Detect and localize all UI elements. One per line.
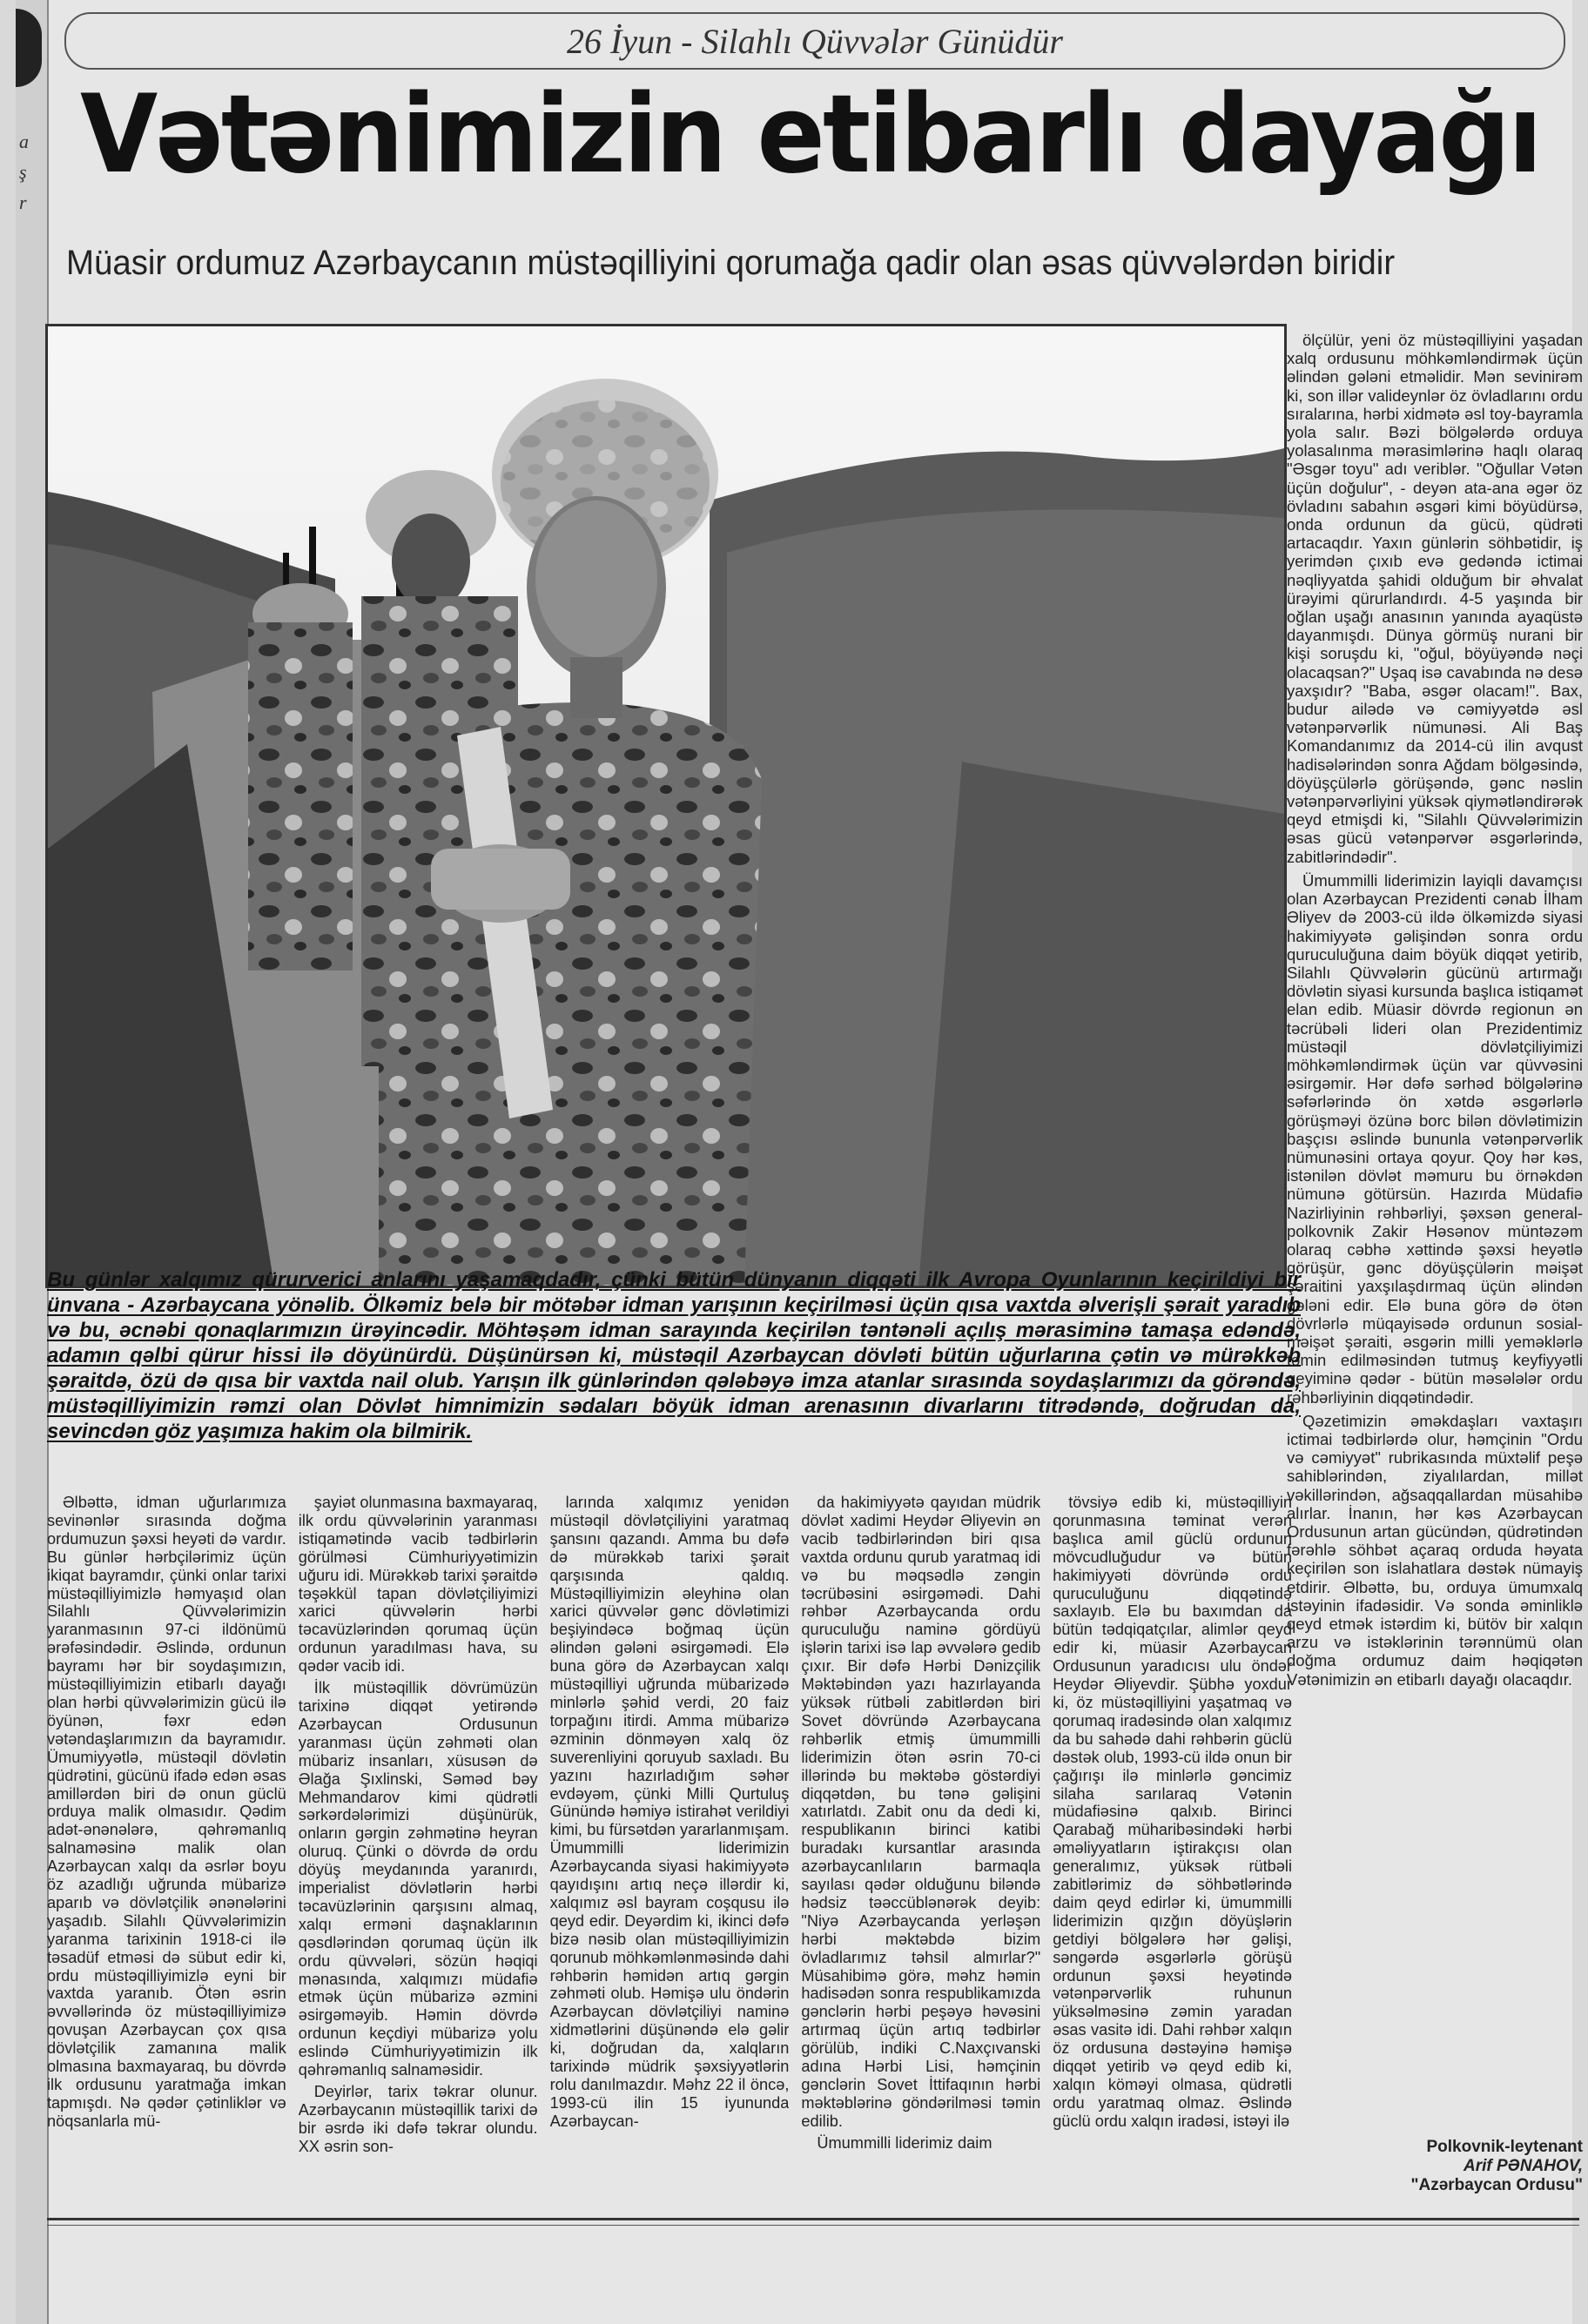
bottom-divider-thin xyxy=(47,2225,1579,2226)
body-paragraph: şayiət olunmasına baxmayaraq, ilk ordu qüvvələrinin yaranması istiqamətində vacib tədbirlərin görülməsi Cümhuriyyətimizin uğuru idi. Mürəkkəb tarixi şəraitdə təşəkkül tapan dövlətçiliyimizi xarici qüvvələrin hərbi təcavüzlərindən qorumaq üçün ordunun yaradılması hava, su qədər vacib idi. xyxy=(298,1494,538,1676)
article-photo xyxy=(45,324,1287,1288)
soldiers-in-trench-photo-icon xyxy=(48,326,1284,1286)
article-body-columns xyxy=(47,1494,1292,2190)
body-paragraph: Əlbəttə, idman uğurlarımıza sevinənlər sırasında doğma ordumuzun şəxsi heyəti də vardır. Bu günlər hərbçilərimiz üçün ikiqat bayramdır, çünki onlar tarixi müstəqilliyimizlə həmyaşıd olan Silahlı Qüvvələrimizin yaranmasının 97-ci ildönümü ərəfəsindədir. Əslində, ordunun bayramı hər bir soydaşımızın, müstəqilliyimizin etibarlı dayağı olan hərbi qüvvələrimizin gücü ilə öyünən, fəxr edən vətəndaşlarımızın da bayramıdır. Ümumiyyətlə, müstəqil dövlətin qüdrətini, gücünü ifadə edən əsas amillərdən biri də onun güclü orduya malik olmasıdır. Qədim adət-ənənələrə, qəhrəmanlıq salnaməsinə malik olan Azərbaycan xalqı da əsrlər boyu öz azadlığı uğrunda mübarizə aparıb və dövlətçilik ənənələrini yaşadıb. Silahlı Qüvvələrimizin yaranma tarixinin 1918-ci ilə təsadüf etməsi də sübut edir ki, ordu müstəqilliyimizlə eyni bir vaxtda yaranıb. Ötən əsrin əvvəllərində öz müstəqilliyimizə qovuşan Azərbaycan çox qısa dövlətçilik zamanına malik olmasına baxmayaraq, bu dövrdə ilk ordusunu yaratmağa imkan tapmışdı. Nə qədər çətinliklər və nöqsanlarla mü- xyxy=(47,1494,286,2130)
body-paragraph: Deyirlər, tarix təkrar olunur. Azərbaycanın müstəqillik tarixi də bir əsrdə iki dəfə təkrar olundu. XX əsrin son- xyxy=(298,2083,538,2155)
author-signature xyxy=(1322,2138,1583,2195)
body-column-4 xyxy=(801,1494,1040,2190)
body-paragraph: tövsiyə edib ki, müstəqilliyin qorunmasına təminat verən başlıca amil güclü ordunun mövcudluğudur və bütün hakimiyyəti dövründə ordu quruculuğunu diqqətində saxlayıb. Elə bu baxımdan da bütün tədqiqatçılar, alimlər qeyd edir ki, müasir Azərbaycan Ordusunun yaradıcısı ulu öndər Heydər Əliyevdir. Şübhə yoxdur ki, öz müstəqilliyini yaşatmaq və qorumaq iradəsində olan xalqımız da bu sahədə dahi rəhbərin güclü dəstək olub, 1993-cü ildə onun bir çağırışı ilə minlərlə gəncimiz silaha sarılaraq Vətənin müdafiəsinə qalxıb. Birinci Qarabağ müharibəsindəki hərbi əməliyyatların iştirakçısı olan generalımız, yüksək rütbəli zabitlərimiz də söhbətlərində daim qeyd edirlər ki, ümummilli liderimizin qızğın döyüşlərin getdiyi bölgələrə hər gəlişi, səngərdə əsgərlərlə görüşü ordunun şəxsi heyətində vətənpərvərlik ruhunun yüksəlməsinə zəmin yaradan əsas vasitə idi. Dahi rəhbər xalqın öz ordusuna dəstəyinə həmişə diqqət yetirib və qeyd edib ki, xalqın köməyi olmasa, qüdrətli ordu yaratmaq olmaz. Əslində güclü ordu xalqın iradəsi, istəyi ilə xyxy=(1053,1494,1292,2130)
article-headline: Vətənimizin etibarlı dayağı xyxy=(80,72,1540,198)
adjacent-page-strip xyxy=(16,0,49,2324)
bottom-divider xyxy=(47,2218,1579,2220)
body-paragraph: larında xalqımız yenidən müstəqil dövlətçiliyini yaratmaq şansını qazandı. Amma bu dəfə də mürəkkəb tarixi şərait qarşısında qaldıq. Müstəqilliyimizin əleyhinə olan xarici qüvvələr gənc dövlətimizi beşiyindəcə boğmaq üçün əlindən gələni əsirgəmədi. Elə buna görə də Azərbaycan xalqı müstəqilliyi uğrunda mübarizədə minlərlə şəhid verdi, 20 faiz torpağını itirdi. Amma mübarizə əzminin dönməyən xalq öz suverenliyini qoruyub saxladı. Bu yazını hazırladığım səhər evdəyəm, çünki Milli Qurtuluş Günündə həmiyə istirahət verildiyi kimi, bu fürsətdən yararlanmışam. Ümummilli liderimizin Azərbaycanda siyasi hakimiyyətə qayıdışını artıq neçə illərdir ki, xalqımız əsl bayram coşqusu ilə qeyd edir. Deyərdim ki, ikinci dəfə bizə nəsib olan müstəqilliyimizin qorunub möhkəmlənməsində dahi rəhbərin həmidən artıq gərgin zəhməti olub. Həmişə ulu öndərin Azərbaycan dövlətçiliyi naminə xidmətlərini düşünəndə elə gəlir ki, doğrudan da, xalqların tarixində müdrik şəxsiyyətlərin rolu danılmazdır. Məhz 22 il öncə, 1993-cü ilin 15 iyununda Azərbaycan- xyxy=(549,1494,790,2130)
article-subheadline: Müasir ordumuz Azərbaycanın müstəqilliyini qorumağa qadir olan əsas qüvvələrdən biridir xyxy=(66,244,1396,282)
side-paragraph: Ümummilli liderimizin layiqli davamçısı olan Azərbaycan Prezidenti cənab İlham Əliyev də 2003-cü ildə ölkəmizdə siyasi hakimiyyətə gəlişindən sonra ordu quruculuğuna daim böyük diqqət yetirib, Silahlı Qüvvələrin gücünü artırmağı dövlətin siyasi kursunda başlıca istiqamət elan edib. Müasir dövrdə regionun ən təcrübəli lideri olan Prezidentimiz müstəqil dövlətçiliyimizi möhkəmləndirmək üçün var qüvvəsini əsirgəmir. Hər dəfə sərhəd bölgələrinə səfərlərində ön xətdə əsgərlərlə görüşməyi özünə borc bilən dövlətimizin başçısı əslində bununla vətənpərvərlik nümunəsini ortaya qoyur. Qoy hər kəs, istənilən dövlət məmuru bu örnəkdən nümunə götürsün. Hazırda Müdafiə Nazirliyinin rəhbərliyi, şəxsən general-polkovnik Zakir Həsənov müntəzəm olaraq cəbhə xəttində şəxsi heyətlə görüşür, gənc döyüşçülərin məişət şəraitini yaxşılaşdırmaq üçün əlindən gələni edir. Elə buna görə də ötən dövrlərlə müqayisədə ordunun sosial-məişət şəraiti, əsgərin milli yeməklərlə təmin edilməsindən tutmuş keyfiyyətli geyiminə qədər - bütün məsələlər ordu rəhbərliyinin diqqətindədir. xyxy=(1287,870,1583,1407)
banner-text: 26 İyun - Silahlı Qüvvələr Günüdür xyxy=(567,21,1063,61)
body-column-1 xyxy=(47,1494,286,2190)
side-paragraph: ölçülür, yeni öz müstəqilliyini yaşadan xalq ordusunu möhkəmləndirmək üçün əlindən gələni etməlidir. Mən sevinirəm ki, son illər valideynlər öz övladlarını ordu sıralarına, hərbi xidmətə əsl toy-bayramla yola salır. Bəzi bölgələrdə orduya yolasalınma mərasimlərinə haqlı olaraq "Əsgər toyu" adı veriblər. "Oğullar Vətən üçün doğulur", - deyən ata-ana əgər öz övladını sabahın əsgəri kimi böyüdürsə, onda ordunun da gücü, qüdrəti artacaqdır. Yaxın günlərin söhbətidir, iş yerimdən çıxıb evə gedəndə ictimai nəqliyyatda şahidi olduğum bir əhvalat ürəyimi qürurlandırdı. 4-5 yaşında bir oğlan uşağı anasının yanında ayaqüstə dayanmışdı. Dünya görmüş nurani bir kişi soruşdu ki, "oğul, böyüyəndə nəçi olacaqsan?" Uşaq isə cavabında nə desə yaxşıdır? "Baba, əsgər olacam!". Bax, budur ailədə və cəmiyyətdə əsl vətənpərvərlik nümunəsi. Ali Baş Komandanımız da 2014-cü ilin avqust hadisələrindən sonra Ağdam bölgəsində, döyüşçülərlə görüşəndə, gənc nəslin vətənpərvərliyini yüksək qiymətləndirərək qeyd etmişdi ki, "Silahlı Qüvvələrimizin əsas gücü vətənpərvər əsgərlərində, zabitlərindədir". xyxy=(1287,331,1583,866)
body-paragraph: Ümummilli liderimiz daim xyxy=(817,2133,992,2152)
body-paragraph: İlk müstəqillik dövrümüzün tarixinə diqqət yetirəndə Azərbaycan Ordusunun yaranması üçün zəhməti olan mübariz insanları, xüsusən də Əlağa Şıxlinski, Səməd bəy Mehmandarov kimi qüdrətli sərkərdələrimizi düşünürük, onların gərgin zəhmətinə heyran oluruq. Çünki o dövrdə də ordu döyüş meydanında yaranırdı, imperialist dövlətlərin hərbi təcavüzlərinin qarşısını almaq, xalqı erməni daşnaklarının qəsdlərindən qorumaq üçün ilk ordu qüvvələri, sözün həqiqi mənasında, xalqımızı müdafiə etmək üçün mübarizə əzmini əsirgəməyib. Həmin dövrdə ordunun keçdiyi mübarizə yolu eslində Cümhuriyyətimizin ilk qəhrəmanlıq salnaməsidir. xyxy=(298,1679,538,2079)
author-name: Arif PƏNAHOV, xyxy=(1463,2157,1583,2175)
body-column-5 xyxy=(1053,1494,1292,2190)
adjacent-page-ink-mark xyxy=(16,9,42,87)
adjacent-fragment-3: r xyxy=(19,191,27,213)
article-side-column xyxy=(1287,331,1583,1810)
side-paragraph: Qəzetimizin əməkdaşları vaxtaşırı ictimai tədbirlərdə olur, həmçinin "Ordu və cəmiyyət" rubrikasında müxtəlif peşə sahiblərindən, ziyalılardan, millət vəkillərindən, ağsaqqallardan müsahibə alırlar. İnanın, hər kəs Azərbaycan Ordusunun artan gücündən, qüdrətindən fərəhlə söhbət açaraq orduda həyata keçirilən son islahatlara dəstək nümayiş etdirir. Əlbəttə, bu, orduya ümumxalq istəyinin ifadəsidir. Və sonda əminliklə qeyd etmək istərdim ki, bütöv bir xalqın arzu və istəklərinin tərənnümü olan doğma ordumuz daim həqiqətən Vətənimizin ən etibarlı dayağı olacaqdır. xyxy=(1287,1411,1583,1689)
adjacent-fragment-2: ş xyxy=(19,161,27,183)
photo-caption-lead: Bu günlər xalqımız qürurverici anlarını yaşamaqdadır, çünki bütün dünyanın diqqəti ilk Avropa Oyunlarının keçirildiyi bir ünvana - Azərbaycana yönəlib. Ölkəmiz belə bir mötəbər idman yarışının keçirilməsi üçün qısa vaxtda əlverişli şərait yaradıb və bu, əcnəbi qonaqlarımızın ürəyincədir. Möhtəşəm idman sarayında keçirilən təntənəli açılış mərasiminə tamaşa edəndə, adamın qəlbi qürur hissi ilə döyünürdü. Düşünürsən ki, müstəqil Azərbaycan dövləti bütün uğurlarına çətin və mürəkkəb şəraitdə, özü də qısa bir vaxtda nail olub. Yarışın ilk günlərindən qələbəyə imza atanlar sırasında soydaşlarımızı da görəndə, müstəqilliyimizin rəmzi olan Dövlət himnimizin sədaları böyük idman arenasının divarlarını titrədəndə, doğrudan da, sevincdən göz yaşımıza hakim ola bilmirik. xyxy=(47,1268,1301,1443)
author-rank: Polkovnik-leytenant xyxy=(1426,2138,1583,2156)
body-column-3 xyxy=(550,1494,790,2190)
body-paragraph: da hakimiyyətə qayıdan müdrik dövlət xadimi Heydər Əliyevin ən vacib tədbirlərindən biri qısa vaxtda ordunu qurub yaratmaq idi və bu məqsədlə zəngin təcrübəsini əsirgəmədi. Dahi rəhbər Azərbaycanda ordu quruculuğu naminə gördüyü işlərin tarixi isə lap əvvələrə gedib çıxır. Bir dəfə Hərbi Dənizçilik Məktəbindən yazı hazırlayanda yüksək rütbəli zabitlərdən biri Sovet dövründə Azərbaycana rəhbərlik etmiş ümummilli liderimizin ötən əsrin 70-ci illərində bu məktəbə göstərdiyi diqqətdən, bu tənə gəlişini xatırlatdı. Zabit onu da dedi ki, respublikanın birinci katibi buradakı kursantlar arasında azərbaycanlıların barmaqla sayılası qədər olduğunu biləndə hədsiz təəccüblənərək deyib: "Niyə Azərbaycanda yerləşən hərbi məktəbdə bizim övladlarımız təhsil almırlar?" Müsahibimə görə, məhz həmin hadisədən sonra respublikamızda gənclərin hərbi peşəyə həvəsini artırmaq üçün artıq tədbirlər görülüb, indiki C.Naxçıvanski adına Hərbi Lisi, həmçinin gənclərin Sovet İttifaqının hərbi məktəblərinə göndərilməsi təmin edilib. xyxy=(801,1494,1041,2130)
author-organization: "Azərbaycan Ordusu" xyxy=(1410,2176,1583,2194)
adjacent-fragment-1: a xyxy=(19,131,29,152)
section-banner xyxy=(64,12,1565,70)
newspaper-page xyxy=(16,0,1583,2324)
body-column-2 xyxy=(299,1494,538,2190)
